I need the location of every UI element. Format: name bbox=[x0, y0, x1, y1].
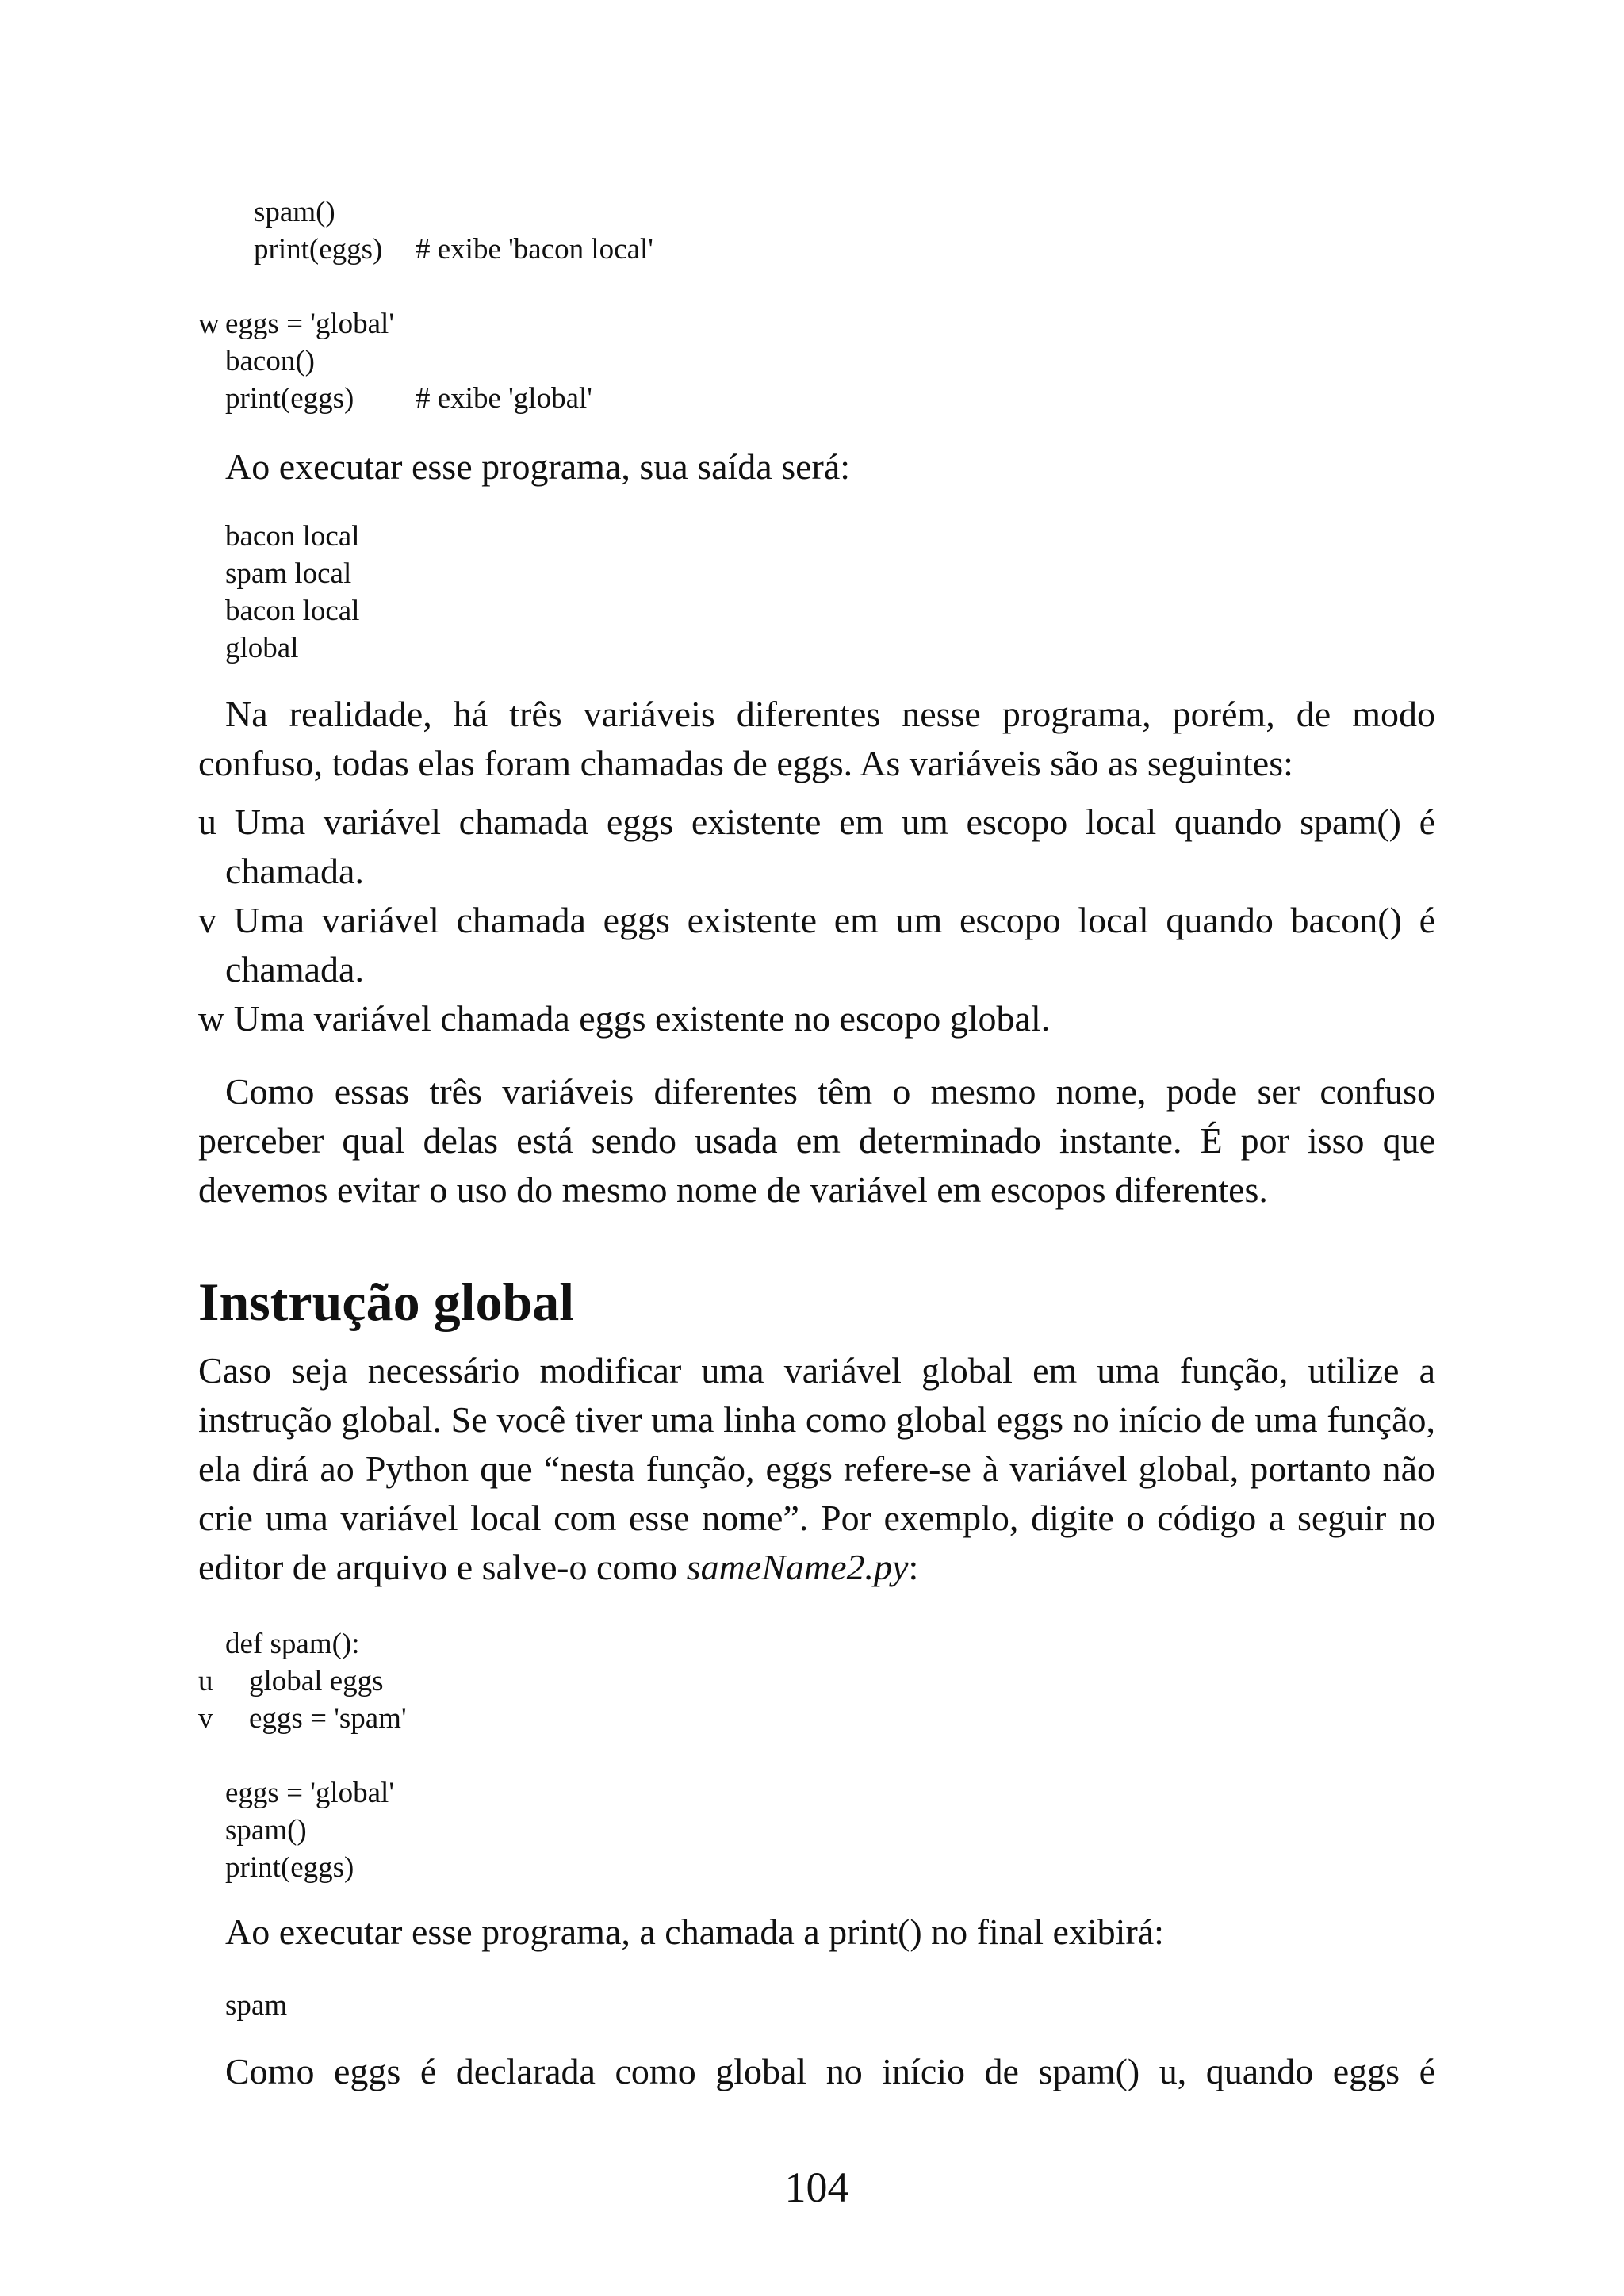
code-text: def spam(): bbox=[225, 1628, 360, 1660]
callout-marker: w bbox=[198, 998, 225, 1039]
book-page bbox=[198, 0, 1435, 2296]
code-block-bottom bbox=[198, 1625, 1435, 1886]
code-line bbox=[198, 1737, 1435, 1774]
output-line: bacon local bbox=[225, 520, 360, 553]
output-spam: spam bbox=[225, 1989, 288, 2022]
output-block bbox=[225, 518, 360, 667]
filename: sameName2.py bbox=[686, 1547, 909, 1587]
paragraph-global-end: : bbox=[908, 1547, 919, 1587]
variable-list bbox=[198, 798, 1435, 1043]
paragraph-global-instruction bbox=[198, 1346, 1435, 1592]
code-line bbox=[198, 1700, 1435, 1737]
code-text: global eggs bbox=[249, 1665, 384, 1697]
code-comment: # exibe 'bacon local' bbox=[416, 233, 653, 266]
paragraph-global-text: Caso seja necessário modificar uma variável global em uma função, utilize a instrução global. Se você tiver uma linha como global eggs no início de uma função, ela dirá ao Python que “nesta função, eggs refere-se à variável global, portanto não crie uma variável local com esse nome”. Por exemplo, digite o código a seguir no editor de arquivo e salve-o como bbox=[198, 1350, 1435, 1587]
paragraph-output-intro: Ao executar esse programa, sua saída será: bbox=[225, 446, 851, 487]
paragraph-print-intro: Ao executar esse programa, a chamada a print() no final exibirá: bbox=[225, 1911, 1164, 1952]
output-line: spam local bbox=[225, 557, 352, 590]
code-text: eggs = 'global' bbox=[225, 1777, 395, 1809]
code-text: bacon() bbox=[225, 345, 315, 377]
callout-marker: v bbox=[198, 1702, 213, 1735]
code-line bbox=[198, 1663, 1435, 1700]
code-block-top bbox=[198, 193, 1435, 417]
code-line bbox=[198, 342, 1435, 380]
code-line bbox=[198, 1849, 1435, 1886]
code-text: print(eggs) bbox=[254, 233, 383, 266]
code-text: eggs = 'global' bbox=[225, 308, 395, 340]
output-line: global bbox=[225, 632, 299, 664]
callout-marker: u bbox=[198, 1665, 213, 1697]
list-item-text: Uma variável chamada eggs existente no escopo global. bbox=[233, 998, 1051, 1039]
list-item bbox=[198, 798, 1435, 896]
paragraph-final: Como eggs é declarada como global no início de spam() u, quando eggs é bbox=[225, 2051, 1435, 2091]
callout-marker: w bbox=[198, 308, 220, 340]
code-text: spam() bbox=[254, 196, 335, 228]
paragraph-confusing: Como essas três variáveis diferentes têm o mesmo nome, pode ser confuso perceber qual delas está sendo usada em determinado instante. É por isso que devemos evitar o uso do mesmo nome de variável em escopos diferentes. bbox=[198, 1071, 1435, 1210]
paragraph-three-variables: Na realidade, há três variáveis diferentes nesse programa, porém, de modo confuso, todas elas foram chamadas de eggs. As variáveis são as seguintes: bbox=[198, 694, 1435, 783]
callout-marker: u bbox=[198, 802, 216, 842]
code-line bbox=[198, 1774, 1435, 1812]
code-text: print(eggs) bbox=[225, 1851, 354, 1884]
code-line bbox=[198, 1625, 1435, 1663]
list-item-text: Uma variável chamada eggs existente em um escopo local quando bacon() é chamada. bbox=[225, 900, 1436, 989]
list-item bbox=[198, 896, 1435, 994]
code-comment: # exibe 'global' bbox=[416, 382, 592, 415]
code-line bbox=[198, 305, 1435, 342]
list-item-text: Uma variável chamada eggs existente em um escopo local quando spam() é chamada. bbox=[225, 802, 1436, 891]
code-line bbox=[198, 380, 1435, 417]
page-number: 104 bbox=[784, 2164, 849, 2211]
callout-marker: v bbox=[198, 900, 216, 940]
section-heading: Instrução global bbox=[198, 1272, 575, 1332]
code-text: spam() bbox=[225, 1814, 307, 1846]
list-item bbox=[198, 994, 1435, 1043]
code-text: print(eggs) bbox=[225, 382, 354, 415]
code-line bbox=[198, 193, 1435, 231]
code-text: eggs = 'spam' bbox=[249, 1702, 407, 1735]
code-line bbox=[198, 231, 1435, 268]
code-line bbox=[198, 1812, 1435, 1849]
output-line: bacon local bbox=[225, 595, 360, 627]
code-line bbox=[198, 268, 1435, 305]
